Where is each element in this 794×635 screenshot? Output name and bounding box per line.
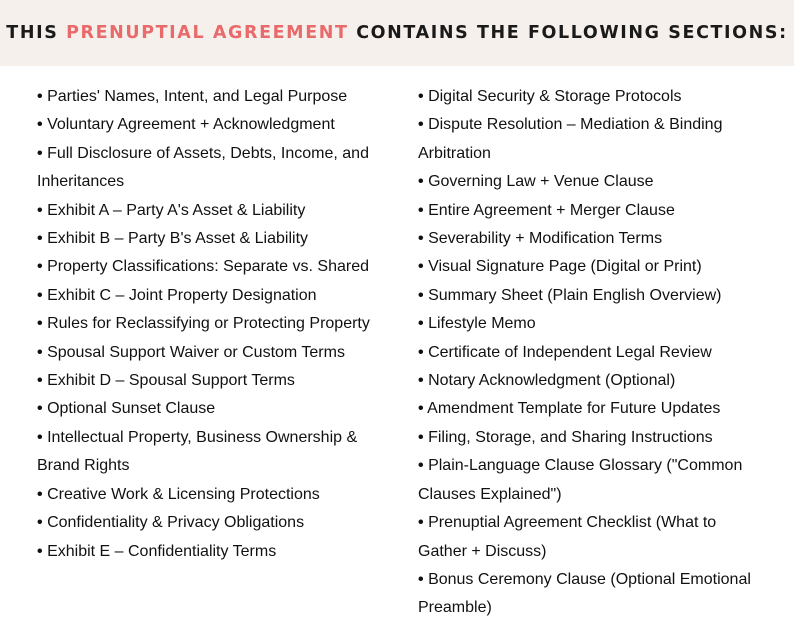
section-item bbox=[418, 253, 768, 281]
section-item bbox=[37, 424, 387, 481]
section-label: Visual Signature Page (Digital or Print) bbox=[428, 258, 702, 276]
section-label: Spousal Support Waiver or Custom Terms bbox=[47, 343, 345, 361]
bullet-marker: • bbox=[37, 144, 43, 162]
section-label: Notary Acknowledgment (Optional) bbox=[428, 372, 676, 390]
page-title bbox=[6, 23, 787, 43]
section-item bbox=[418, 509, 768, 566]
section-label: Prenuptial Agreement Checklist (What to Gather + Discuss) bbox=[418, 514, 717, 560]
section-item bbox=[418, 111, 768, 168]
bullet-marker: • bbox=[418, 514, 424, 532]
bullet-marker: • bbox=[37, 88, 43, 105]
section-item bbox=[37, 509, 387, 537]
bullet-marker: • bbox=[418, 116, 424, 134]
section-label: Governing Law + Venue Clause bbox=[428, 173, 654, 191]
section-item bbox=[418, 310, 768, 338]
section-label: Optional Sunset Clause bbox=[47, 400, 216, 418]
section-item bbox=[418, 424, 768, 452]
section-item bbox=[37, 395, 387, 423]
section-item bbox=[418, 339, 768, 367]
section-label: Certificate of Independent Legal Review bbox=[428, 343, 712, 361]
section-label: Lifestyle Memo bbox=[428, 315, 536, 333]
section-label: Parties' Names, Intent, and Legal Purpose bbox=[47, 88, 348, 105]
section-item bbox=[37, 197, 387, 225]
section-label: Amendment Template for Future Updates bbox=[427, 400, 721, 418]
section-item bbox=[418, 282, 768, 310]
section-label: Exhibit E – Confidentiality Terms bbox=[47, 542, 277, 560]
bullet-marker: • bbox=[37, 372, 43, 390]
section-label: Bonus Ceremony Clause (Optional Emotional Preamble) bbox=[418, 570, 751, 617]
section-label: Severability + Modification Terms bbox=[428, 230, 663, 248]
bullet-marker: • bbox=[418, 428, 424, 446]
title-suffix: CONTAINS THE FOLLOWING SECTIONS: bbox=[356, 23, 788, 43]
bullet-marker: • bbox=[418, 258, 424, 276]
bullet-marker: • bbox=[418, 88, 424, 105]
section-item bbox=[37, 367, 387, 395]
section-item bbox=[418, 225, 768, 253]
section-label: Creative Work & Licensing Protections bbox=[47, 485, 320, 503]
bullet-marker: • bbox=[418, 173, 424, 191]
bullet-marker: • bbox=[418, 230, 424, 248]
section-label: Intellectual Property, Business Ownership & Brand Rights bbox=[37, 428, 358, 475]
section-item bbox=[418, 197, 768, 225]
section-label: Full Disclosure of Assets, Debts, Income, and Inheritances bbox=[37, 144, 369, 191]
right-column bbox=[418, 83, 768, 623]
section-item bbox=[37, 225, 387, 253]
section-item bbox=[418, 83, 768, 111]
section-label: Property Classifications: Separate vs. Shared bbox=[47, 258, 369, 276]
section-label: Filing, Storage, and Sharing Instructions bbox=[428, 428, 713, 446]
bullet-marker: • bbox=[418, 400, 424, 418]
section-item bbox=[418, 452, 768, 509]
section-item bbox=[418, 566, 768, 623]
section-label: Exhibit B – Party B's Asset & Liability bbox=[47, 230, 309, 248]
section-item bbox=[37, 538, 387, 566]
section-label: Plain-Language Clause Glossary ("Common Clauses Explained") bbox=[418, 457, 743, 503]
bullet-marker: • bbox=[37, 315, 43, 333]
bullet-marker: • bbox=[418, 201, 424, 219]
section-item bbox=[418, 395, 768, 423]
bullet-marker: • bbox=[418, 343, 424, 361]
section-label: Voluntary Agreement + Acknowledgment bbox=[47, 116, 335, 134]
bullet-marker: • bbox=[37, 400, 43, 418]
section-label: Exhibit C – Joint Property Designation bbox=[47, 286, 317, 304]
section-label: Confidentiality & Privacy Obligations bbox=[47, 514, 305, 532]
section-label: Exhibit D – Spousal Support Terms bbox=[47, 372, 295, 390]
bullet-marker: • bbox=[37, 230, 43, 248]
section-item bbox=[37, 282, 387, 310]
title-prefix: THIS bbox=[6, 23, 59, 43]
section-item bbox=[37, 253, 387, 281]
section-item bbox=[37, 339, 387, 367]
section-item bbox=[37, 111, 387, 139]
left-column bbox=[37, 83, 387, 566]
section-label: Dispute Resolution – Mediation & Binding Arbitration bbox=[418, 116, 723, 162]
bullet-marker: • bbox=[37, 485, 43, 503]
bullet-marker: • bbox=[37, 116, 43, 134]
bullet-marker: • bbox=[418, 286, 424, 304]
bullet-marker: • bbox=[37, 343, 43, 361]
bullet-marker: • bbox=[418, 372, 424, 390]
section-item bbox=[418, 367, 768, 395]
section-item bbox=[37, 140, 387, 197]
sections-list bbox=[0, 66, 794, 635]
section-label: Digital Security & Storage Protocols bbox=[428, 88, 682, 105]
title-accent: PRENUPTIAL AGREEMENT bbox=[66, 23, 349, 43]
section-item bbox=[418, 168, 768, 196]
bullet-marker: • bbox=[37, 514, 43, 532]
header-banner bbox=[0, 0, 794, 66]
section-item bbox=[37, 310, 387, 338]
section-item bbox=[37, 83, 387, 111]
section-label: Exhibit A – Party A's Asset & Liability bbox=[47, 201, 306, 219]
bullet-marker: • bbox=[37, 428, 43, 446]
bullet-marker: • bbox=[37, 258, 43, 276]
bullet-marker: • bbox=[37, 201, 43, 219]
bullet-marker: • bbox=[37, 542, 43, 560]
section-label: Summary Sheet (Plain English Overview) bbox=[428, 286, 722, 304]
section-label: Rules for Reclassifying or Protecting Property bbox=[47, 315, 370, 333]
bullet-marker: • bbox=[418, 570, 424, 588]
section-item bbox=[37, 481, 387, 509]
bullet-marker: • bbox=[418, 457, 424, 475]
bullet-marker: • bbox=[418, 315, 424, 333]
section-label: Entire Agreement + Merger Clause bbox=[428, 201, 675, 219]
bullet-marker: • bbox=[37, 286, 43, 304]
